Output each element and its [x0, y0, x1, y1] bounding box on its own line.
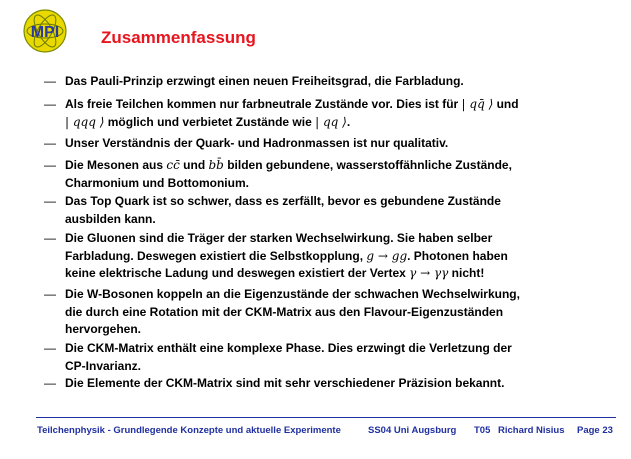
math-expression: γ → γγ: [409, 266, 449, 280]
text-run: Charmonium und Bottomonium.: [65, 175, 249, 190]
bullet-line: [65, 157, 604, 175]
bullet-item: [44, 157, 604, 192]
text-run: CP-Invarianz.: [65, 358, 142, 373]
math-expression: g → gg: [366, 248, 408, 263]
bullet-dash: —: [44, 231, 56, 245]
text-run: . Photonen haben: [407, 248, 508, 263]
bullet-line: [65, 321, 604, 339]
footer-author: Richard Nisius: [498, 425, 565, 436]
bullet-item: [44, 96, 604, 131]
text-run: hervorgehen.: [65, 322, 142, 336]
bullet-line: [65, 248, 604, 266]
bullet-line: [65, 358, 604, 376]
footer: [37, 425, 617, 439]
text-run: .: [346, 114, 351, 129]
bullet-dash: —: [44, 136, 56, 150]
logo-text: MPI: [30, 24, 60, 41]
bullet-line: [65, 230, 604, 248]
bullet-line: [65, 265, 604, 283]
bullet-item: [44, 73, 604, 91]
bullet-item: [44, 375, 604, 393]
bullet-dash: —: [44, 341, 56, 355]
math-expression: | qq ⟩: [315, 114, 347, 129]
text-run: Die Elemente der CKM-Matrix sind mit sehr verschiedener Präzision bekannt.: [65, 376, 505, 390]
text-run: bilden gebundene, wasserstoffähnliche Zustände,: [223, 158, 512, 172]
math-expression: | qqq ⟩: [65, 114, 105, 129]
bullet-text: [65, 157, 604, 192]
bullet-line: [65, 135, 604, 153]
footer-course: Teilchenphysik - Grundlegende Konzepte und aktuelle Experimente: [37, 425, 341, 436]
bullet-line: [65, 340, 604, 358]
text-run: Farbladung. Deswegen existiert die Selbstkopplung,: [65, 248, 367, 263]
bullet-line: [65, 175, 604, 193]
bullet-item: [44, 286, 604, 339]
text-run: Das Top Quark ist so schwer, dass es zerfällt, bevor es gebundene Zustände: [65, 194, 501, 208]
text-run: Das Pauli-Prinzip erzwingt einen neuen Freiheitsgrad, die Farbladung.: [65, 74, 464, 88]
text-run: Die Mesonen aus: [65, 158, 167, 172]
bullet-text: [65, 230, 604, 283]
bullet-dash: —: [44, 194, 56, 208]
text-run: keine elektrische Ladung und deswegen existiert der Vertex: [65, 266, 410, 280]
footer-term: SS04 Uni Augsburg: [368, 425, 457, 436]
footer-divider: [36, 417, 616, 418]
text-run: ausbilden kann.: [65, 211, 156, 226]
text-run: nicht!: [448, 266, 485, 280]
bullet-item: [44, 193, 604, 228]
text-run: Die W-Bosonen koppeln an die Eigenzustände der schwachen Wechselwirkung,: [65, 287, 520, 301]
bullet-line: [65, 114, 604, 132]
text-run: Als freie Teilchen kommen nur farbneutrale Zustände vor. Dies ist für: [65, 97, 462, 111]
bullet-text: [65, 193, 604, 228]
text-run: Die Gluonen sind die Träger der starken Wechselwirkung. Sie haben selber: [65, 231, 493, 245]
bullet-dash: —: [44, 97, 56, 111]
bullet-item: [44, 340, 604, 375]
text-run: möglich und verbietet Zustände wie: [104, 114, 316, 129]
bullet-text: [65, 135, 604, 153]
bullet-text: [65, 375, 604, 393]
page-title: Zusammenfassung: [101, 28, 256, 47]
bullet-dash: —: [44, 376, 56, 390]
bullet-text: [65, 96, 604, 131]
footer-lecture: T05: [474, 425, 491, 436]
bullet-line: [65, 304, 604, 322]
text-run: und: [493, 97, 519, 111]
text-run: Unser Verständnis der Quark- und Hadronmassen ist nur qualitativ.: [65, 136, 449, 150]
bullet-dash: —: [44, 158, 56, 172]
math-expression: | qq̄ ⟩: [461, 97, 494, 111]
text-run: und: [179, 158, 209, 172]
text-run: Die CKM-Matrix enthält eine komplexe Phase. Dies erzwingt die Verletzung der: [65, 341, 512, 355]
bullet-item: [44, 230, 604, 283]
math-expression: bb̄: [208, 158, 224, 172]
bullet-dash: —: [44, 74, 56, 88]
bullet-line: [65, 96, 604, 114]
bullet-line: [65, 375, 604, 393]
bullet-line: [65, 73, 604, 91]
math-expression: cc̄: [166, 158, 180, 172]
bullet-line: [65, 193, 604, 211]
footer-page-number: Page 23: [577, 425, 613, 436]
text-run: die durch eine Rotation mit der CKM-Matrix aus den Flavour-Eigenzuständen: [65, 304, 504, 319]
bullet-line: [65, 211, 604, 229]
bullet-dash: —: [44, 287, 56, 301]
bullet-line: [65, 286, 604, 304]
bullet-text: [65, 286, 604, 339]
bullet-text: [65, 340, 604, 375]
bullet-text: [65, 73, 604, 91]
bullet-item: [44, 135, 604, 153]
mpi-logo: [22, 8, 68, 54]
